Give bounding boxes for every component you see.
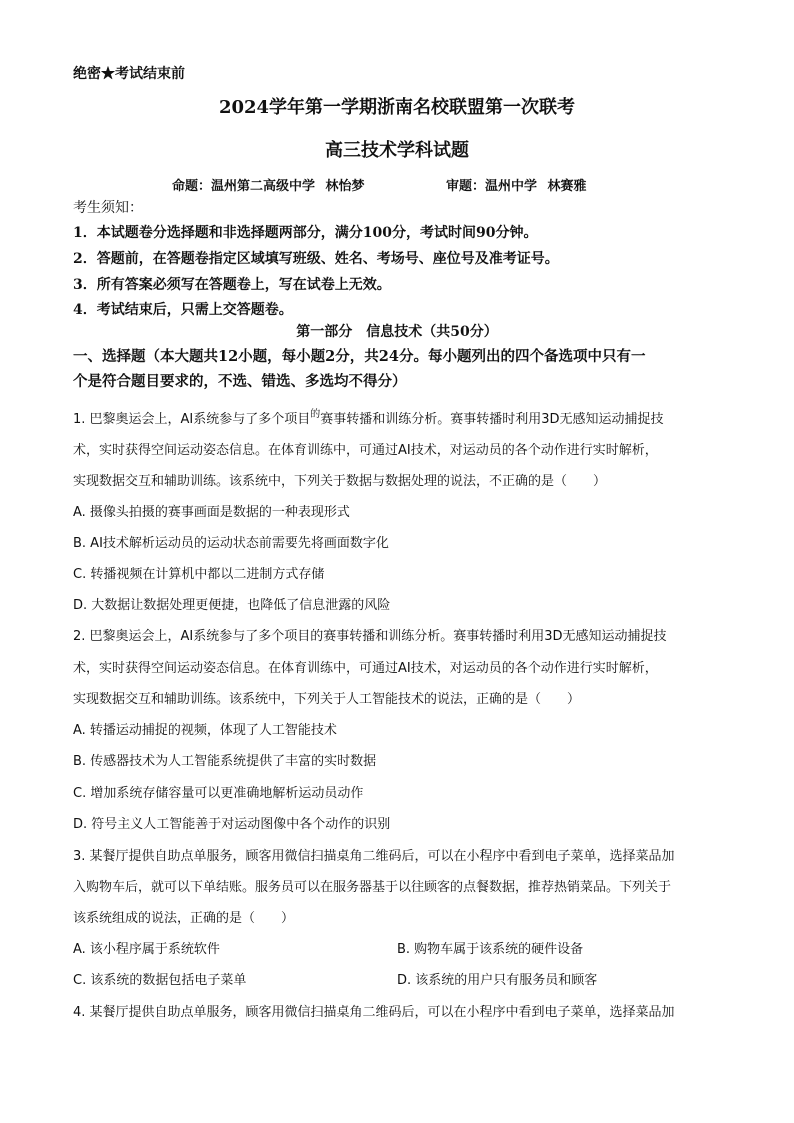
question-2-option-a: A. 转播运动捕捉的视频，体现了人工智能技术 bbox=[73, 723, 337, 738]
question-3-line2: 入购物车后，就可以下单结账。服务员可以在服务器基于以往顾客的点餐数据，推荐热销菜品。下列关于 bbox=[73, 880, 672, 895]
question-1-option-b: B. AI技术解析运动员的运动状态前需要先将画面数字化 bbox=[73, 536, 389, 551]
question-3-option-a: A. 该小程序属于系统软件 bbox=[73, 942, 220, 957]
section-instructions-line1: 一、选择题（本大题共12小题，每小题2分，共24分。每小题列出的四个备选项中只有一 bbox=[73, 348, 646, 365]
question-1-option-a: A. 摄像头拍摄的赛事画面是数据的一种表现形式 bbox=[73, 505, 350, 520]
notice-item: 3．所有答案必须写在答题卷上，写在试卷上无效。 bbox=[73, 277, 391, 293]
question-1-line2: 术，实时获得空间运动姿态信息。在体育训练中，可通过AI技术，对运动员的各个动作进行实时解析， bbox=[73, 443, 658, 458]
question-1-option-d: D. 大数据让数据处理更便捷，也降低了信息泄露的风险 bbox=[73, 598, 391, 613]
notice-item: 4．考试结束后，只需上交答题卷。 bbox=[73, 302, 293, 318]
confidential-label: 绝密★考试结束前 bbox=[73, 66, 185, 82]
question-1-line3: 实现数据交互和辅助训练。该系统中，下列关于数据与数据处理的说法，不正确的是（ ） bbox=[73, 474, 607, 489]
authors: 命题：温州第二高级中学 林怡梦 bbox=[172, 179, 365, 194]
question-4-line1: 4. 某餐厅提供自助点单服务，顾客用微信扫描桌角二维码后，可以在小程序中看到电子菜单，选择菜品加 bbox=[73, 1005, 675, 1020]
question-1-superscript: 的 bbox=[310, 409, 321, 420]
reviewers: 审题：温州中学 林赛雅 bbox=[446, 179, 587, 194]
exam-subtitle: 高三技术学科试题 bbox=[325, 140, 469, 161]
exam-title: 2024学年第一学期浙南名校联盟第一次联考 bbox=[218, 97, 576, 118]
question-1-text-b: 赛事转播和训练分析。赛事转播时利用3D无感知运动捕捉技 bbox=[320, 412, 664, 427]
question-2-line3: 实现数据交互和辅助训练。该系统中，下列关于人工智能技术的说法，正确的是（ ） bbox=[73, 692, 581, 707]
question-1-text-a: 1. 巴黎奥运会上，AI系统参与了多个项目 bbox=[73, 412, 311, 427]
question-3-line3: 该系统组成的说法，正确的是（ ） bbox=[73, 911, 295, 926]
question-3-line1: 3. 某餐厅提供自助点单服务，顾客用微信扫描桌角二维码后，可以在小程序中看到电子菜单，选择菜品加 bbox=[73, 849, 675, 864]
question-1-option-c: C. 转播视频在计算机中都以二进制方式存储 bbox=[73, 567, 325, 582]
question-2-option-d: D. 符号主义人工智能善于对运动图像中各个动作的识别 bbox=[73, 817, 391, 832]
question-2-option-b: B. 传感器技术为人工智能系统提供了丰富的实时数据 bbox=[73, 754, 377, 769]
question-2-line1: 2. 巴黎奥运会上，AI系统参与了多个项目的赛事转播和训练分析。赛事转播时利用3D无感知运动捕捉技 bbox=[73, 629, 667, 644]
notice-item: 2．答题前，在答题卷指定区域填写班级、姓名、考场号、座位号及准考证号。 bbox=[73, 251, 559, 267]
question-1-line1 bbox=[73, 408, 664, 427]
question-2-option-c: C. 增加系统存储容量可以更准确地解析运动员动作 bbox=[73, 786, 364, 801]
question-3-option-c: C. 该系统的数据包括电子菜单 bbox=[73, 973, 247, 988]
section-instructions-line2: 个是符合题目要求的，不选、错选、多选均不得分） bbox=[73, 373, 407, 390]
part-title: 第一部分 信息技术（共50分） bbox=[296, 324, 498, 340]
question-3-option-d: D. 该系统的用户只有服务员和顾客 bbox=[397, 973, 598, 988]
question-3-option-b: B. 购物车属于该系统的硬件设备 bbox=[397, 942, 584, 957]
notice-item: 1．本试题卷分选择题和非选择题两部分，满分100分，考试时间90分钟。 bbox=[73, 225, 538, 241]
question-2-line2: 术，实时获得空间运动姿态信息。在体育训练中，可通过AI技术，对运动员的各个动作进行实时解析， bbox=[73, 661, 658, 676]
notice-heading: 考生须知： bbox=[73, 200, 143, 216]
